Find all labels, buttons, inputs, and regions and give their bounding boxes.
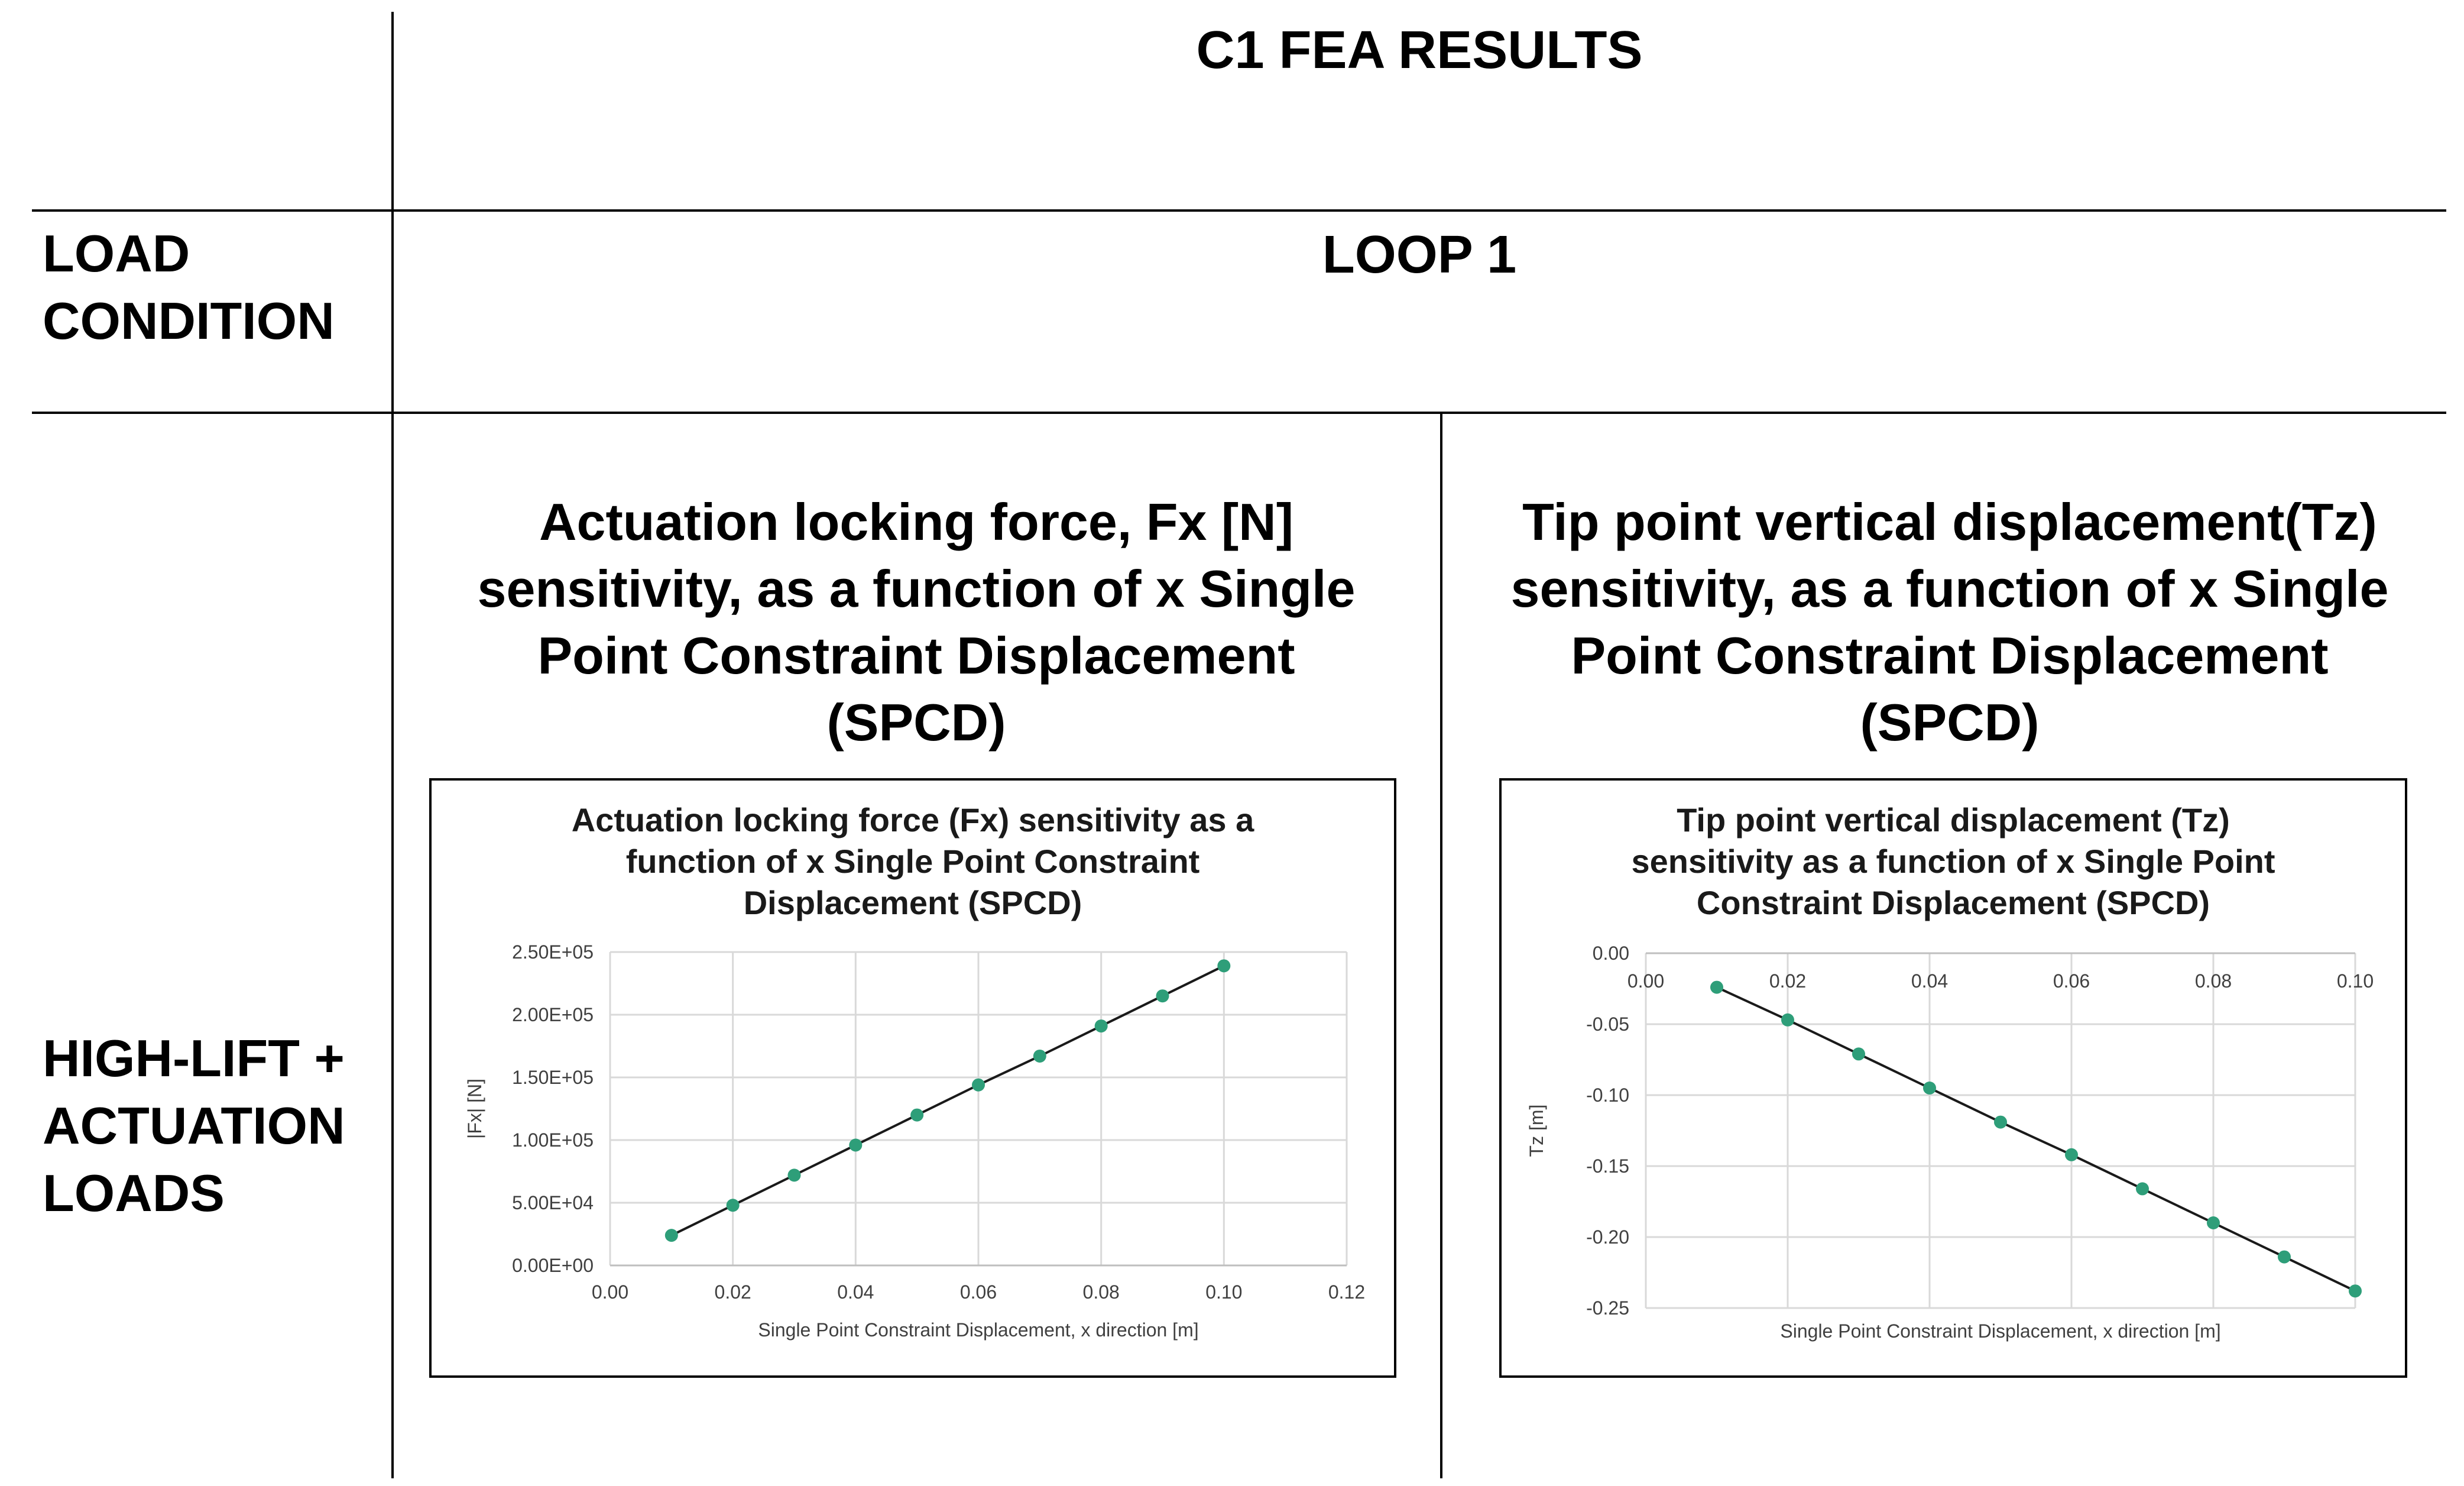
chart-tz-title: Tip point vertical displacement (Tz) sensitivity as a function of x Single Point Constraint Displacement (SPCD)	[1631, 801, 2275, 921]
y-tick-label: 0.00E+00	[512, 1255, 594, 1276]
y-tick-label: 5.00E+04	[512, 1192, 594, 1213]
x-tick-label: 0.08	[1082, 1281, 1120, 1303]
chart-fx	[429, 778, 1396, 1378]
row-label: HIGH-LIFT + ACTUATION LOADS	[43, 1029, 345, 1222]
y-tick-label: -0.10	[1586, 1084, 1629, 1106]
data-point	[849, 1138, 862, 1151]
panel-title-tz: Tip point vertical displacement(Tz) sensitivity, as a function of x Single Point Constraint Displacement (SPCD)	[1510, 493, 2389, 752]
data-point	[2207, 1216, 2220, 1229]
data-point	[910, 1109, 923, 1122]
y-tick-label: 2.00E+05	[512, 1004, 594, 1025]
x-axis-title: Single Point Constraint Displacement, x direction [m]	[1780, 1320, 2221, 1342]
x-tick-label: 0.04	[837, 1281, 874, 1303]
x-tick-label: 0.00	[1627, 970, 1665, 992]
data-point	[2136, 1182, 2149, 1195]
data-point	[2349, 1284, 2362, 1297]
x-tick-label: 0.12	[1328, 1281, 1366, 1303]
y-tick-label: 2.50E+05	[512, 941, 594, 963]
x-tick-label: 0.02	[1769, 970, 1807, 992]
x-tick-label: 0.02	[714, 1281, 751, 1303]
data-point	[2278, 1251, 2291, 1264]
x-tick-label: 0.06	[959, 1281, 997, 1303]
y-tick-label: -0.20	[1586, 1226, 1629, 1248]
x-tick-label: 0.04	[1911, 970, 1948, 992]
x-tick-label: 0.10	[2336, 970, 2374, 992]
data-point	[2065, 1148, 2078, 1161]
series-line	[1717, 988, 2355, 1291]
chart-tz-plot	[1502, 781, 2410, 1380]
data-point	[1033, 1050, 1046, 1063]
y-tick-label: 0.00	[1592, 943, 1629, 964]
data-point	[1781, 1014, 1794, 1027]
y-tick-label: -0.05	[1586, 1014, 1629, 1035]
y-tick-label: -0.25	[1586, 1297, 1629, 1319]
data-point	[1217, 959, 1230, 972]
data-point	[1923, 1082, 1936, 1095]
y-tick-label: 1.00E+05	[512, 1129, 594, 1151]
data-point	[972, 1079, 985, 1092]
chart-tz	[1499, 778, 2407, 1378]
x-tick-label: 0.00	[591, 1281, 629, 1303]
load-condition-value: LOOP 1	[1322, 225, 1517, 284]
data-point	[665, 1229, 678, 1242]
data-point	[1852, 1047, 1865, 1060]
load-condition-label: LOAD CONDITION	[43, 224, 335, 350]
data-point	[1156, 989, 1169, 1002]
x-axis-title: Single Point Constraint Displacement, x direction [m]	[758, 1319, 1199, 1341]
page-title: C1 FEA RESULTS	[1196, 21, 1643, 80]
panel-title-fx: Actuation locking force, Fx [N] sensitivity, as a function of x Single Point Constraint Displacement (SPCD)	[477, 493, 1356, 752]
table-divider-load	[32, 412, 2446, 414]
data-point	[1710, 981, 1723, 994]
x-tick-label: 0.10	[1205, 1281, 1243, 1303]
y-tick-label: -0.15	[1586, 1155, 1629, 1177]
y-axis-title: |Fx| [N]	[464, 1079, 485, 1139]
data-point	[1994, 1116, 2007, 1129]
y-axis-title: Tz [m]	[1526, 1104, 1547, 1157]
data-point	[788, 1168, 801, 1181]
chart-fx-title: Actuation locking force (Fx) sensitivity as a function of x Single Point Constraint Displacement (SPCD)	[571, 801, 1254, 921]
series-line	[672, 966, 1224, 1235]
x-tick-label: 0.06	[2053, 970, 2090, 992]
data-point	[727, 1199, 740, 1212]
data-point	[1095, 1019, 1108, 1032]
table-divider-panels	[1440, 413, 1442, 1478]
chart-fx-plot	[432, 781, 1399, 1380]
x-tick-label: 0.08	[2194, 970, 2232, 992]
table-divider-header	[32, 209, 2446, 212]
y-tick-label: 1.50E+05	[512, 1067, 594, 1088]
